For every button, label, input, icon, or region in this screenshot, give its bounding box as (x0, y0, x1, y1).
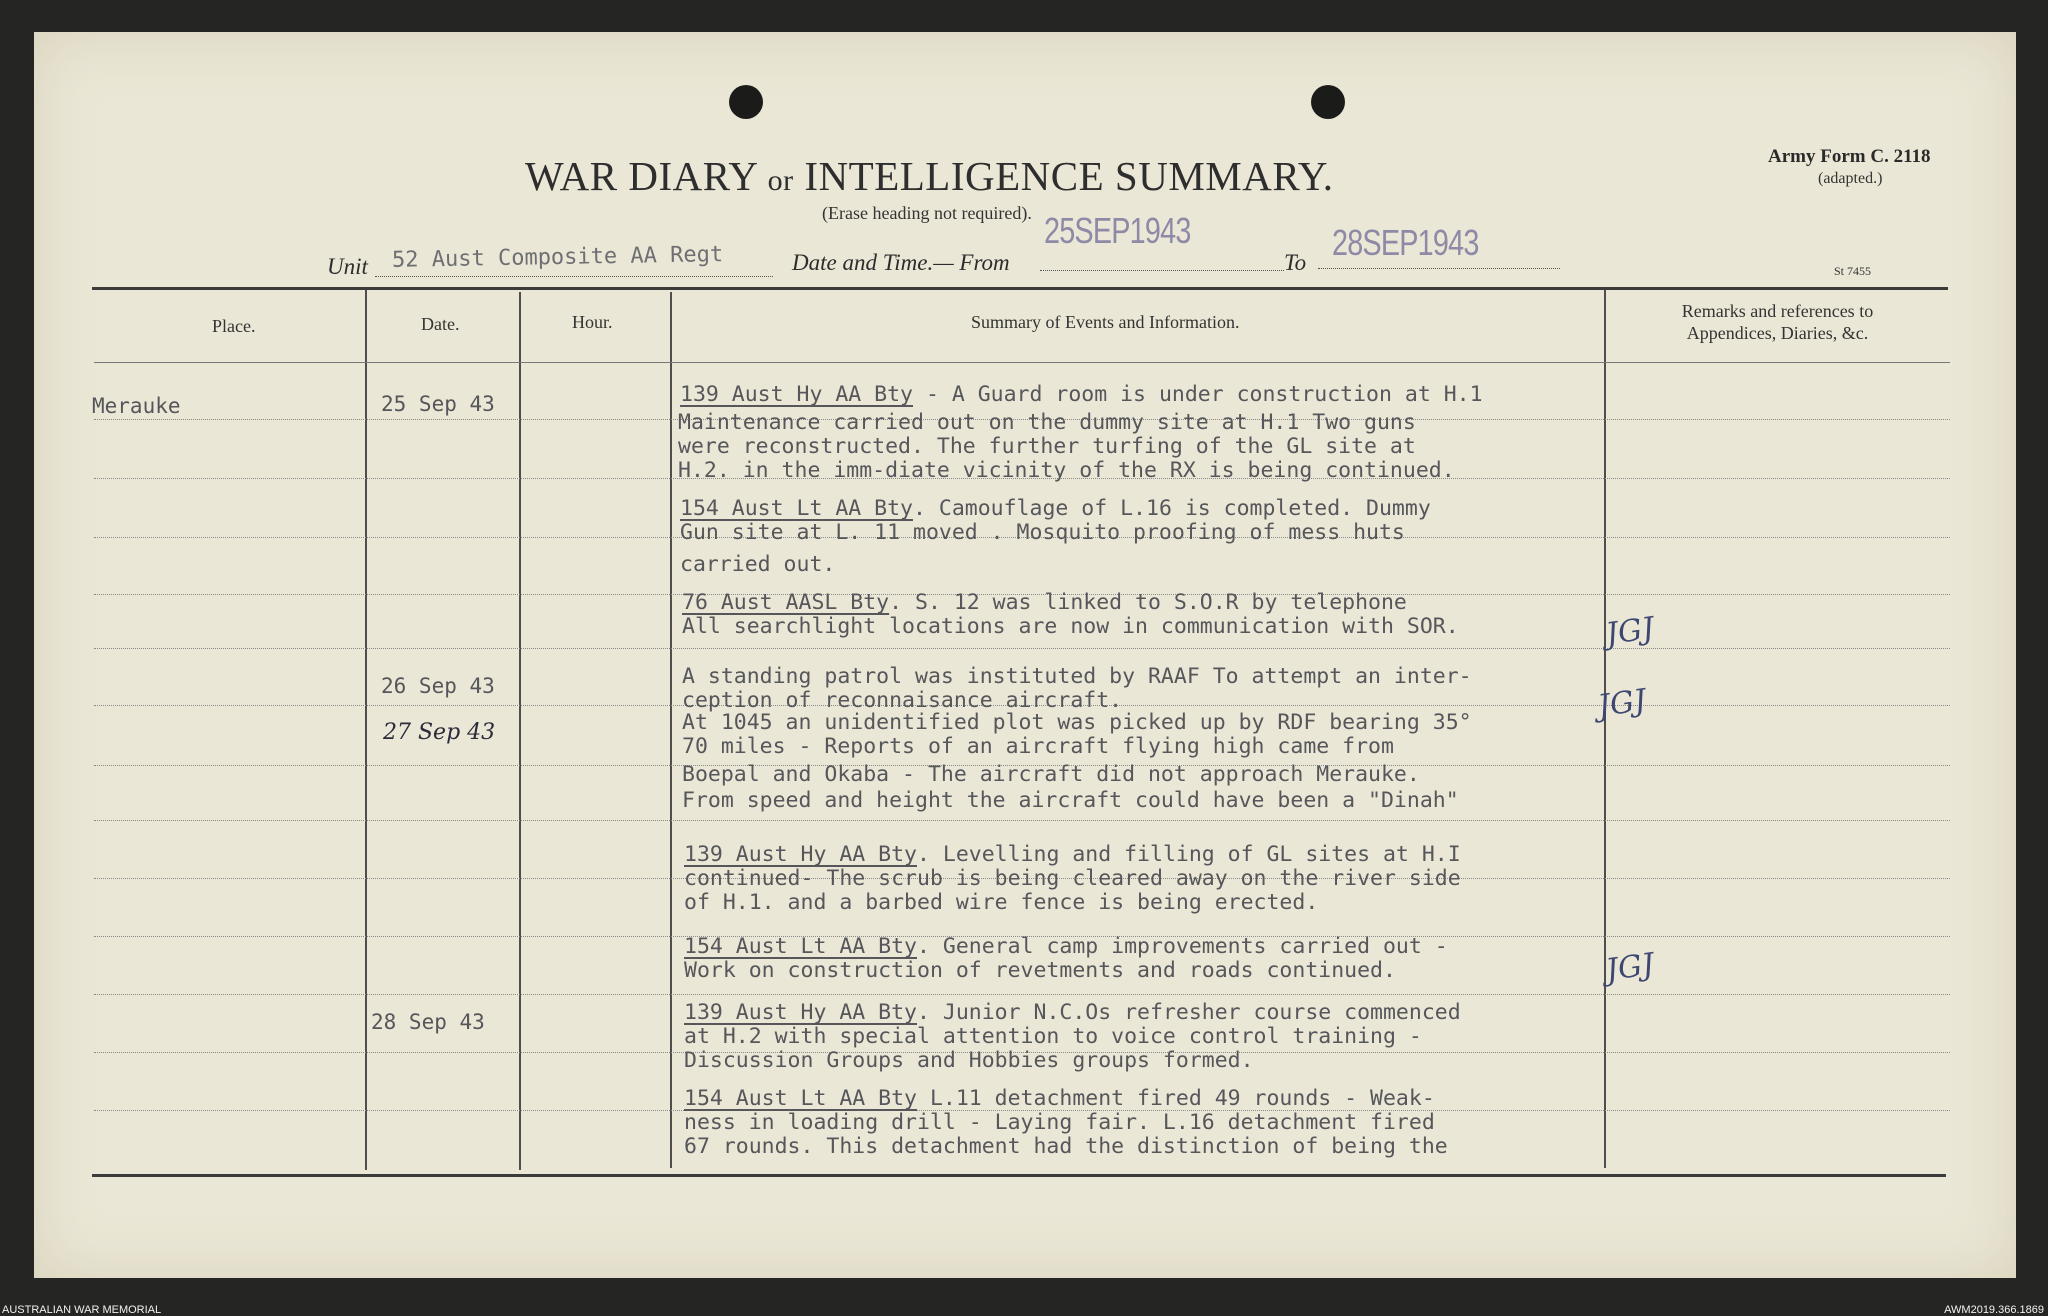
date-time-label: Date and Time.— From (792, 250, 1010, 275)
officer-initials: JGJ (1603, 946, 1657, 989)
summary-line (684, 842, 1461, 867)
col-head-place: Place. (212, 316, 256, 336)
summary-line: From speed and height the aircraft could have been a "Dinah" (682, 788, 1459, 813)
battery-name: 154 Aust Lt AA Bty (684, 1086, 917, 1111)
remarks-line-2: Appendices, Diaries, &c. (1686, 323, 1869, 343)
summary-text: . S. 12 was linked to S.O.R by telephone (889, 590, 1407, 615)
place-cell: Merauke (92, 394, 181, 418)
summary-line: carried out. (680, 552, 836, 577)
col-head-date: Date. (421, 314, 460, 334)
remarks-line-1: Remarks and references to (1681, 301, 1874, 321)
punch-hole-right (1311, 85, 1345, 119)
summary-line: All searchlight locations are now in communication with SOR. (682, 614, 1459, 639)
unit-value: 52 Aust Composite AA Regt (391, 242, 724, 273)
title-rest: INTELLIGENCE SUMMARY. (804, 153, 1334, 199)
form-title (525, 152, 1334, 200)
punch-hole-left (729, 85, 763, 119)
summary-line: A standing patrol was instituted by RAAF To attempt an inter- (682, 664, 1472, 689)
summary-line (684, 1000, 1461, 1025)
summary-line (680, 496, 1431, 521)
summary-line: at H.2 with special attention to voice control training - (684, 1024, 1422, 1049)
officer-initials: JGJ (1603, 610, 1657, 653)
battery-name: 154 Aust Lt AA Bty (684, 934, 917, 959)
summary-line: ness in loading drill - Laying fair. L.16 detachment fired (684, 1110, 1435, 1135)
unit-label: Unit (327, 254, 368, 279)
summary-text: . Camouflage of L.16 is completed. Dummy (913, 496, 1431, 521)
col-head-hour: Hour. (572, 312, 613, 332)
date-cell-3-handwritten: 27 Sep 43 (383, 720, 496, 745)
summary-text: . Levelling and filling of GL sites at H.I (917, 842, 1461, 867)
col-divider-place (365, 290, 367, 1170)
to-dotted-line (1318, 268, 1560, 269)
summary-line: ception of reconnaisance aircraft. (682, 688, 1123, 713)
summary-text: . General camp improvements carried out - (917, 934, 1448, 959)
summary-line: continued- The scrub is being cleared away on the river side (684, 866, 1461, 891)
archive-credit: AUSTRALIAN WAR MEMORIAL (2, 1304, 162, 1316)
summary-line: 67 rounds. This detachment had the distinction of being the (684, 1134, 1448, 1159)
row-rule (94, 994, 1950, 996)
date-cell-2: 26 Sep 43 (381, 674, 495, 698)
summary-line: of H.1. and a barbed wire fence is being erected. (684, 890, 1319, 915)
row-rule (94, 820, 1950, 822)
col-divider-hour (670, 292, 672, 1168)
col-divider-summary (1604, 290, 1606, 1168)
table-top-rule (92, 287, 1948, 290)
row-rule (94, 362, 1950, 364)
col-divider-date (519, 292, 521, 1170)
summary-text: L.11 detachment fired 49 rounds - Weak- (917, 1086, 1435, 1111)
to-label: To (1284, 250, 1307, 275)
stationery-number: St 7455 (1834, 264, 1872, 278)
summary-line: Discussion Groups and Hobbies groups formed. (684, 1048, 1254, 1073)
summary-line: H.2. in the imm-diate vicinity of the RX is being continued. (678, 458, 1455, 483)
to-date-stamp: 28SEP1943 (1332, 222, 1479, 263)
summary-line: Gun site at L. 11 moved . Mosquito proofing of mess huts (680, 520, 1405, 545)
battery-name: 76 Aust AASL Bty (682, 590, 890, 615)
erase-note: (Erase heading not required). (822, 203, 1032, 223)
col-head-remarks (1640, 300, 1915, 344)
summary-line (684, 934, 1448, 959)
table-bottom-rule (92, 1174, 1946, 1177)
unit-dotted-line (375, 276, 773, 277)
summary-line: Boepal and Okaba - The aircraft did not approach Merauke. (682, 762, 1420, 787)
date-cell-1: 25 Sep 43 (381, 392, 495, 416)
summary-line: Work on construction of revetments and roads continued. (684, 958, 1396, 983)
summary-line (682, 590, 1407, 615)
from-dotted-line (1040, 270, 1284, 271)
summary-line: 70 miles - Reports of an aircraft flying high came from (682, 734, 1394, 759)
row-rule (94, 648, 1950, 650)
adapted-note: (adapted.) (1818, 170, 1883, 187)
battery-name: 139 Aust Hy AA Bty (680, 382, 913, 407)
summary-text: . Junior N.C.Os refresher course commenced (917, 1000, 1461, 1025)
army-form-number: Army Form C. 2118 (1768, 146, 1931, 167)
summary-line: At 1045 an unidentified plot was picked up by RDF bearing 35° (682, 710, 1472, 735)
summary-line: were reconstructed. The further turfing of the GL site at (678, 434, 1416, 459)
summary-line (680, 382, 1483, 407)
date-cell-4: 28 Sep 43 (371, 1010, 485, 1034)
battery-name: 139 Aust Hy AA Bty (684, 1000, 917, 1025)
battery-name: 139 Aust Hy AA Bty (684, 842, 917, 867)
title-main: WAR DIARY (525, 153, 757, 199)
battery-name: 154 Aust Lt AA Bty (680, 496, 913, 521)
summary-line: Maintenance carried out on the dummy site at H.1 Two guns (678, 410, 1416, 435)
summary-line (684, 1086, 1435, 1111)
officer-initials: JGJ (1595, 682, 1649, 725)
summary-text: - A Guard room is under construction at H.1 (913, 382, 1483, 407)
col-head-summary: Summary of Events and Information. (971, 312, 1240, 332)
archive-reference: AWM2019.366.1869 (1944, 1304, 2044, 1316)
from-date-stamp: 25SEP1943 (1044, 210, 1191, 251)
title-or: or (767, 164, 794, 197)
